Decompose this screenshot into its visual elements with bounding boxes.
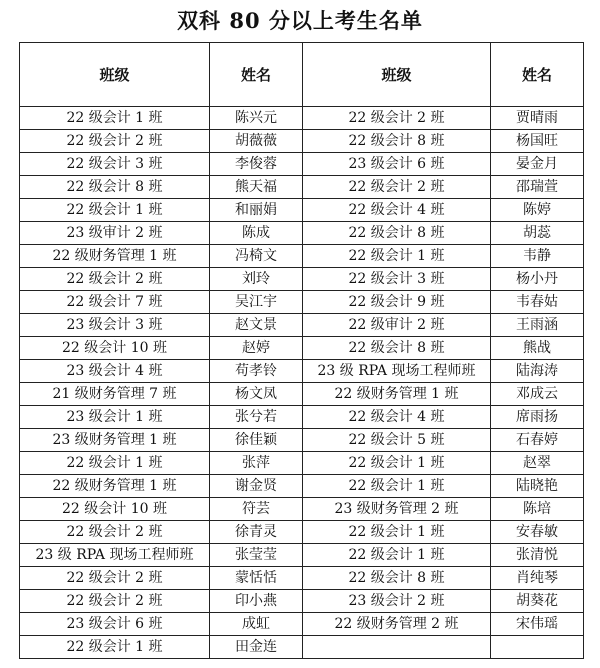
class-cell: 23 级会计 4 班	[20, 360, 210, 383]
table-row	[20, 107, 584, 130]
class-cell	[303, 636, 491, 659]
header-name-1: 姓名	[210, 43, 303, 107]
class-cell: 22 级财务管理 1 班	[303, 383, 491, 406]
class-cell: 22 级会计 1 班	[303, 452, 491, 475]
class-cell: 23 级 RPA 现场工程师班	[303, 360, 491, 383]
class-cell: 23 级财务管理 1 班	[20, 429, 210, 452]
table-row	[20, 429, 584, 452]
class-cell: 22 级会计 1 班	[303, 475, 491, 498]
class-cell: 22 级财务管理 2 班	[303, 613, 491, 636]
class-cell: 22 级会计 9 班	[303, 291, 491, 314]
header-row	[20, 43, 584, 107]
class-cell: 22 级会计 2 班	[20, 268, 210, 291]
class-cell: 22 级财务管理 1 班	[20, 475, 210, 498]
name-cell: 安春敏	[491, 521, 584, 544]
name-cell: 胡薇薇	[210, 130, 303, 153]
class-cell: 22 级会计 2 班	[303, 176, 491, 199]
name-cell: 成虹	[210, 613, 303, 636]
class-cell: 22 级会计 8 班	[303, 130, 491, 153]
class-cell: 23 级会计 2 班	[303, 590, 491, 613]
name-cell: 陈成	[210, 222, 303, 245]
name-cell: 张清悦	[491, 544, 584, 567]
name-cell: 韦静	[491, 245, 584, 268]
name-cell: 田金连	[210, 636, 303, 659]
name-cell: 贾晴雨	[491, 107, 584, 130]
table-row	[20, 452, 584, 475]
class-cell: 23 级会计 6 班	[303, 153, 491, 176]
name-cell: 苟孝铃	[210, 360, 303, 383]
name-cell: 胡葵花	[491, 590, 584, 613]
table-row	[20, 176, 584, 199]
table-row	[20, 360, 584, 383]
class-cell: 22 级会计 1 班	[20, 636, 210, 659]
name-cell: 陆晓艳	[491, 475, 584, 498]
table-row	[20, 498, 584, 521]
class-cell: 22 级审计 2 班	[303, 314, 491, 337]
class-cell: 22 级财务管理 1 班	[20, 245, 210, 268]
table-row	[20, 521, 584, 544]
class-cell: 23 级审计 2 班	[20, 222, 210, 245]
name-cell: 和丽娟	[210, 199, 303, 222]
name-cell: 徐佳颖	[210, 429, 303, 452]
class-cell: 23 级 RPA 现场工程师班	[20, 544, 210, 567]
name-cell: 陆海涛	[491, 360, 584, 383]
name-cell: 赵婷	[210, 337, 303, 360]
name-cell	[491, 636, 584, 659]
class-cell: 22 级会计 10 班	[20, 337, 210, 360]
table-row	[20, 636, 584, 659]
name-cell: 熊战	[491, 337, 584, 360]
name-cell: 陈培	[491, 498, 584, 521]
name-cell: 赵文景	[210, 314, 303, 337]
name-cell: 赵翠	[491, 452, 584, 475]
table-row	[20, 567, 584, 590]
table-row	[20, 544, 584, 567]
table-row	[20, 291, 584, 314]
name-cell: 张萍	[210, 452, 303, 475]
header-class-1: 班级	[20, 43, 210, 107]
name-cell: 张兮若	[210, 406, 303, 429]
class-cell: 22 级会计 1 班	[20, 199, 210, 222]
table-row	[20, 590, 584, 613]
class-cell: 22 级会计 5 班	[303, 429, 491, 452]
class-cell: 22 级会计 1 班	[303, 521, 491, 544]
roster-body	[20, 107, 584, 659]
class-cell: 22 级会计 1 班	[303, 245, 491, 268]
class-cell: 23 级会计 1 班	[20, 406, 210, 429]
table-row	[20, 199, 584, 222]
table-row	[20, 314, 584, 337]
class-cell: 22 级会计 1 班	[303, 544, 491, 567]
class-cell: 22 级会计 8 班	[303, 337, 491, 360]
class-cell: 22 级会计 8 班	[20, 176, 210, 199]
table-row	[20, 337, 584, 360]
table-row	[20, 222, 584, 245]
name-cell: 胡蕊	[491, 222, 584, 245]
header-name-2: 姓名	[491, 43, 584, 107]
name-cell: 韦春姑	[491, 291, 584, 314]
name-cell: 杨国旺	[491, 130, 584, 153]
class-cell: 22 级会计 10 班	[20, 498, 210, 521]
name-cell: 刘玲	[210, 268, 303, 291]
name-cell: 席雨扬	[491, 406, 584, 429]
name-cell: 符芸	[210, 498, 303, 521]
name-cell: 熊天福	[210, 176, 303, 199]
header-class-2: 班级	[303, 43, 491, 107]
name-cell: 张莹莹	[210, 544, 303, 567]
class-cell: 22 级会计 1 班	[20, 107, 210, 130]
name-cell: 李俊蓉	[210, 153, 303, 176]
name-cell: 邓成云	[491, 383, 584, 406]
name-cell: 王雨涵	[491, 314, 584, 337]
table-row	[20, 153, 584, 176]
table-row	[20, 268, 584, 291]
name-cell: 晏金月	[491, 153, 584, 176]
name-cell: 杨文凤	[210, 383, 303, 406]
class-cell: 23 级会计 6 班	[20, 613, 210, 636]
class-cell: 22 级会计 3 班	[303, 268, 491, 291]
name-cell: 吴江宇	[210, 291, 303, 314]
class-cell: 22 级会计 2 班	[20, 590, 210, 613]
class-cell: 22 级会计 2 班	[20, 567, 210, 590]
name-cell: 冯椅文	[210, 245, 303, 268]
name-cell: 肖纯琴	[491, 567, 584, 590]
table-row	[20, 613, 584, 636]
table-row	[20, 406, 584, 429]
class-cell: 21 级财务管理 7 班	[20, 383, 210, 406]
class-cell: 22 级会计 4 班	[303, 199, 491, 222]
class-cell: 22 级会计 2 班	[20, 130, 210, 153]
class-cell: 22 级会计 4 班	[303, 406, 491, 429]
class-cell: 22 级会计 2 班	[20, 521, 210, 544]
class-cell: 23 级会计 3 班	[20, 314, 210, 337]
document-title: 双科 80 分以上考生名单	[177, 8, 423, 33]
name-cell: 邵瑞萱	[491, 176, 584, 199]
table-row	[20, 475, 584, 498]
student-roster-table	[19, 42, 584, 659]
table-row	[20, 383, 584, 406]
name-cell: 陈兴元	[210, 107, 303, 130]
class-cell: 23 级财务管理 2 班	[303, 498, 491, 521]
class-cell: 22 级会计 7 班	[20, 291, 210, 314]
name-cell: 宋伟瑶	[491, 613, 584, 636]
name-cell: 印小燕	[210, 590, 303, 613]
class-cell: 22 级会计 8 班	[303, 567, 491, 590]
class-cell: 22 级会计 3 班	[20, 153, 210, 176]
name-cell: 徐青灵	[210, 521, 303, 544]
name-cell: 石春婷	[491, 429, 584, 452]
name-cell: 谢金贤	[210, 475, 303, 498]
class-cell: 22 级会计 1 班	[20, 452, 210, 475]
name-cell: 蒙恬恬	[210, 567, 303, 590]
table-row	[20, 245, 584, 268]
class-cell: 22 级会计 8 班	[303, 222, 491, 245]
class-cell: 22 级会计 2 班	[303, 107, 491, 130]
table-row	[20, 130, 584, 153]
name-cell: 杨小丹	[491, 268, 584, 291]
name-cell: 陈婷	[491, 199, 584, 222]
